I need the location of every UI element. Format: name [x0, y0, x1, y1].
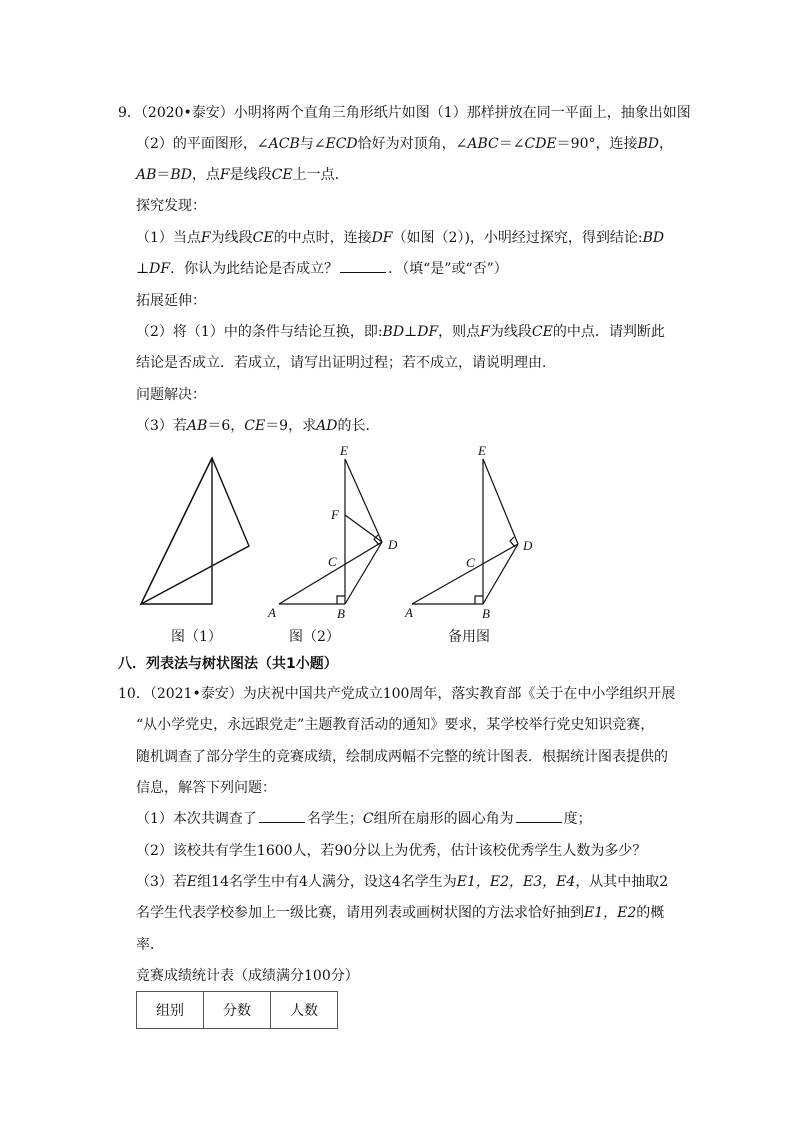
fig3-label-E: E: [478, 443, 486, 458]
q9-line-3: AB＝BD，点F是线段CE上一点．: [136, 167, 349, 183]
table-header-cell: 组别: [137, 992, 204, 1029]
answer-blank: [259, 810, 305, 823]
q10-part3-line-2: 名学生代表学校参加上一级比赛，请用列表或画树状图的方法求恰好抽到E1，E2的概: [136, 905, 665, 921]
figure-3: [412, 459, 518, 604]
fig2-label-F: F: [331, 507, 339, 522]
fig1-triangle-2: [141, 458, 249, 604]
q9-part3: （3）若AB＝6，CE＝9，求AD的长．: [136, 418, 380, 434]
fig3-label-A: A: [405, 605, 413, 620]
q9-discover-heading: 探究发现：: [136, 198, 206, 214]
q9-extend-heading: 拓展延伸：: [136, 293, 206, 309]
fig3-right-angle-B: [475, 596, 483, 604]
table-header-cell: 人数: [271, 992, 338, 1029]
figure-2: [279, 459, 382, 604]
q10-part3-line-3: 率．: [136, 937, 164, 953]
fig3-right-angle-D: [510, 537, 515, 547]
fig2-segment-BD: [345, 542, 382, 604]
q10-line-3: 随机调查了部分学生的竞赛成绩，绘制成两幅不完整的统计图表．根据统计图表提供的: [136, 749, 668, 765]
fig2-label-C: C: [328, 554, 337, 569]
fig2-label-E: E: [340, 443, 348, 458]
q10-line-4: 信息，解答下列问题：: [136, 780, 276, 796]
score-table: [136, 991, 338, 1029]
q10-part2: （2）该校共有学生1600人，若90分以上为优秀，估计该校优秀学生人数为多少？: [136, 843, 647, 859]
q9-part2-line-1: （2）将（1）中的条件与结论互换，即:BD⊥DF，则点F为线段CE的中点．请判断此: [136, 324, 665, 340]
answer-blank: [516, 810, 562, 823]
figures-svg: [0, 440, 794, 660]
fig2-label-D: D: [388, 537, 398, 552]
q9-part2-line-2: 结论是否成立．若成立，请写出证明过程；若不成立，请说明理由．: [136, 355, 556, 371]
q9-line-2: （2）的平面图形，∠ACB与∠ECD恰好为对顶角，∠ABC＝∠CDE＝90°，连接BD，: [136, 136, 673, 152]
figure-1: [141, 458, 249, 604]
fig2-segment-AD: [279, 542, 382, 604]
fig2-segment-ED: [345, 459, 382, 542]
q9-line-1: 9．（2020•泰安）小明将两个直角三角形纸片如图（1）那样拼放在同一平面上，抽象出如图: [118, 105, 691, 121]
figure-3-caption: 备用图: [448, 629, 490, 645]
q10-line-1: 10．（2021•泰安）为庆祝中国共产党成立100周年，落实教育部《关于在中小学组织开展: [118, 686, 676, 702]
table-header-row: [137, 992, 338, 1029]
q10-part1: （1）本次共调查了 名学生；C组所在扇形的圆心角为 度；: [136, 811, 592, 827]
fig3-label-C: C: [466, 555, 475, 570]
fig2-label-A: A: [268, 605, 276, 620]
fig2-label-B: B: [337, 606, 345, 621]
q9-solve-heading: 问题解决：: [136, 387, 206, 403]
figure-2-caption: 图（2）: [289, 629, 340, 645]
table-title: 竞赛成绩统计表（成绩满分100分）: [136, 968, 359, 984]
fig3-label-B: B: [482, 606, 490, 621]
fig3-segment-BD: [483, 544, 518, 604]
q9-part1-line-2: ⊥DF．你认为此结论是否成立？ ．（填“是”或“否”）: [136, 261, 508, 277]
answer-blank: [340, 260, 386, 273]
q10-line-2: “从小学党史，永远跟党走”主题教育活动的通知》要求，某学校举行党史知识竞赛，: [136, 717, 655, 733]
q10-part3-line-1: （3）若E组14名学生中有4人满分，设这4名学生为E1，E2，E3，E4，从其中抽取2: [136, 874, 669, 890]
fig3-label-D: D: [523, 538, 533, 553]
q9-part1-line-1: （1）当点F为线段CE的中点时，连接DF（如图（2）)，小明经过探究，得到结论:BD: [136, 230, 665, 246]
section-heading: 八．列表法与树状图法（共1小题）: [118, 656, 338, 672]
fig3-segment-AD: [412, 544, 518, 604]
fig3-segment-ED: [483, 459, 518, 544]
figure-1-caption: 图（1）: [171, 629, 222, 645]
table-header-cell: 分数: [204, 992, 271, 1029]
fig2-right-angle-B: [337, 596, 345, 604]
